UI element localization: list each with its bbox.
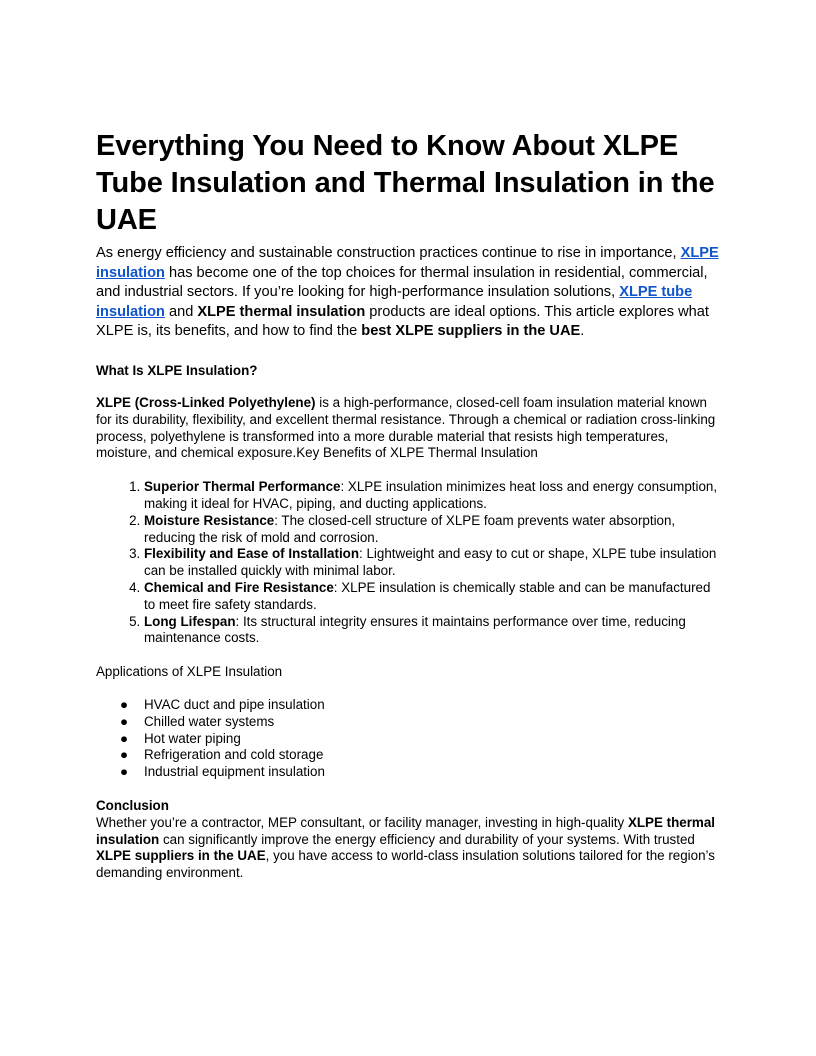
xlpe-insulation-link[interactable]: XLPE insulation	[96, 245, 719, 281]
application-text: Industrial equipment insulation	[144, 764, 325, 780]
application-text: Chilled water systems	[144, 713, 275, 729]
intro-text-5: .	[580, 323, 585, 340]
what-is-paragraph	[96, 395, 722, 462]
intro-text-2: has become one of the top choices for thermal insulation in residential, commercial, and industrial sectors. If you’re looking for high-performance insulation solutions,	[96, 264, 708, 301]
benefit-title: Chemical and Fire Resistance	[144, 579, 334, 595]
application-text: Hot water piping	[144, 730, 241, 746]
intro-text-3: and	[164, 303, 198, 320]
benefit-title: Moisture Resistance	[144, 512, 275, 528]
list-item	[120, 713, 722, 731]
list-item	[120, 696, 722, 714]
conclusion-text-3: , you have access to world-class insulation solutions tailored for the region’s demanding environment.	[96, 848, 715, 881]
benefit-text: : XLPE insulation is chemically stable and can be manufactured to meet fire safety standards.	[144, 579, 711, 612]
list-item	[144, 513, 722, 547]
bullet-icon: ●	[120, 730, 129, 746]
list-item	[144, 580, 722, 614]
intro-text-1: As energy efficiency and sustainable construction practices continue to rise in importance,	[96, 245, 681, 261]
conclusion-heading: Conclusion	[96, 797, 169, 813]
list-item	[144, 546, 722, 580]
intro-paragraph	[96, 244, 722, 342]
applications-heading: Applications of XLPE Insulation	[96, 664, 283, 680]
conclusion-section	[96, 798, 722, 882]
application-text: HVAC duct and pipe insulation	[144, 696, 325, 712]
intro-bold-1: XLPE thermal insulation	[197, 303, 366, 320]
bullet-icon: ●	[120, 747, 129, 763]
benefit-text: : Lightweight and easy to cut or shape, XLPE tube insulation can be installed quickly with minimal labor.	[144, 546, 717, 579]
bullet-icon: ●	[120, 764, 129, 780]
list-item	[120, 747, 722, 764]
list-item	[144, 479, 722, 513]
conclusion-bold-1: XLPE thermal insulation	[96, 814, 716, 847]
intro-bold-2: best XLPE suppliers in the UAE	[361, 323, 581, 340]
application-text: Refrigeration and cold storage	[144, 747, 324, 763]
conclusion-text-1: Whether you’re a contractor, MEP consultant, or facility manager, investing in high-quality	[96, 814, 628, 830]
document-page	[96, 128, 722, 882]
page-title: Everything You Need to Know About XLPE Tube Insulation and Thermal Insulation in the UAE	[96, 130, 715, 236]
benefit-text: : Its structural integrity ensures it maintains performance over time, reducing maintenance costs.	[144, 613, 686, 646]
benefit-text: : XLPE insulation minimizes heat loss and energy consumption, making it ideal for HVAC, piping, and ducting applications.	[144, 479, 718, 511]
list-item	[144, 614, 722, 648]
conclusion-text-2: can significantly improve the energy efficiency and durability of your systems. With trusted	[159, 831, 695, 847]
what-is-heading: What Is XLPE Insulation?	[96, 362, 258, 378]
bullet-icon: ●	[120, 713, 129, 729]
what-is-bold: XLPE (Cross-Linked Polyethylene)	[96, 394, 316, 410]
list-item	[120, 730, 722, 748]
benefit-title: Long Lifespan	[144, 613, 236, 629]
benefit-title: Flexibility and Ease of Installation	[144, 546, 360, 562]
applications-list	[96, 697, 722, 781]
intro-text-4: products are ideal options. This article explores what XLPE is, its benefits, and how to find the	[96, 303, 709, 340]
list-item	[120, 764, 722, 781]
benefits-list	[96, 479, 722, 647]
benefit-title: Superior Thermal Performance	[144, 479, 341, 495]
conclusion-bold-2: XLPE suppliers in the UAE	[96, 848, 266, 864]
benefit-text: : The closed-cell structure of XLPE foam prevents water absorption, reducing the risk of mold and corrosion.	[144, 512, 676, 545]
xlpe-tube-insulation-link[interactable]: XLPE tube insulation	[96, 284, 693, 320]
bullet-icon: ●	[120, 696, 129, 712]
what-is-text: is a high-performance, closed-cell foam insulation material known for its durability, flexibility, and excellent thermal resistance. Through a chemical or radiation cross-linking process, polyethylene is transformed into a more durable material that resists high temperatures, moisture, and chemical exposure.Key Benefits of XLPE Thermal Insulation	[96, 394, 716, 461]
